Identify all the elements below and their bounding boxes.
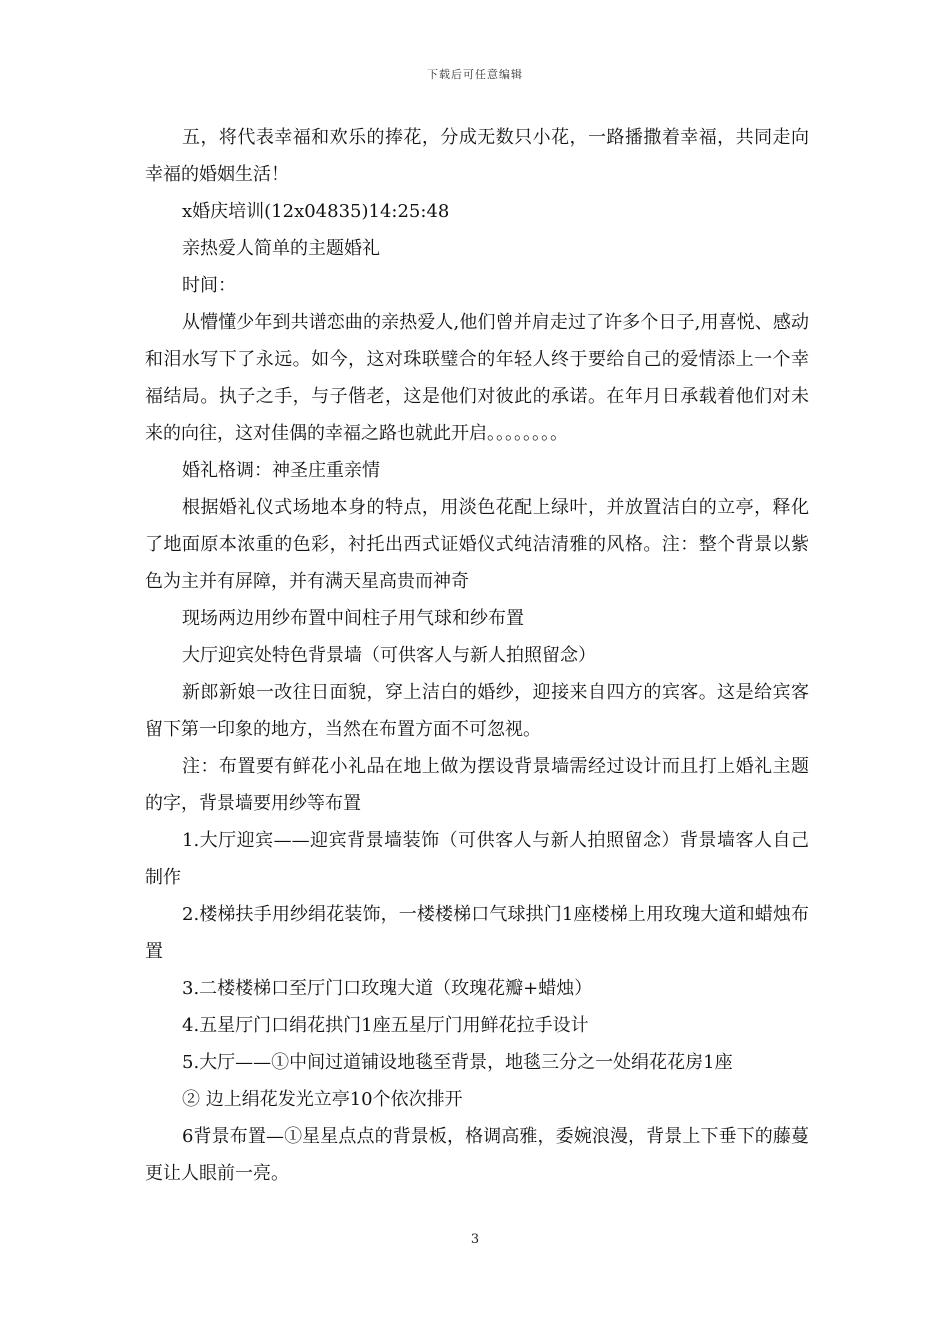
paragraph-story: 从懵懂少年到共谱恋曲的亲热爱人,他们曾并肩走过了许多个日子,用喜悦、感动和泪水写下了永远。如今，这对珠联璧合的年轻人终于要给自己的爱情添上一个幸福结局。执子之手，与子偕老，这是他们对彼此的承诺。在年月日承载着他们对未来的向往，这对佳偶的幸福之路也就此开启。。。。。。。。 [145,312,809,444]
paragraph-theme-title: 亲热爱人简单的主题婚礼 [182,238,380,259]
list-item-6: 6背景布置—①星星点点的背景板，格调高雅，委婉浪漫，背景上下垂下的藤蔓更让人眼前一亮。 [145,1126,809,1184]
list-item-5-sub: ② 边上绢花发光立亭10个依次排开 [182,1089,463,1110]
page-number: 3 [470,1232,480,1247]
paragraph-first-impression: 新郎新娘一改往日面貌，穿上洁白的婚纱，迎接来自四方的宾客。这是给宾客留下第一印象的地方，当然在布置方面不可忽视。 [145,682,809,740]
list-item-5: 5.大厅——①中间过道铺设地毯至背景，地毯三分之一处绢花花房1座 [182,1052,733,1073]
paragraph-closing-bouquet: 五，将代表幸福和欢乐的捧花，分成无数只小花，一路播撒着幸福，共同走向幸福的婚姻生活！ [145,127,809,185]
paragraph-venue-design: 根据婚礼仪式场地本身的特点，用淡色花配上绿叶，并放置洁白的立亭，释化了地面原本浓重的色彩，衬托出西式证婚仪式纯洁清雅的风格。注：整个背景以紫色为主并有屏障，并有满天星高贵而神奇 [145,497,809,592]
paragraph-note: 注：布置要有鲜花小礼品在地上做为摆设背景墙需经过设计而且打上婚礼主题的字，背景墙要用纱等布置 [145,756,809,814]
paragraph-gauze-layout: 现场两边用纱布置中间柱子用气球和纱布置 [182,608,524,629]
paragraph-backdrop-wall: 大厅迎宾处特色背景墙（可供客人与新人拍照留念） [182,645,596,666]
page-header-note: 下载后可任意编辑 [427,68,523,81]
list-item-4: 4.五星厅门口绢花拱门1座五星厅门用鲜花拉手设计 [182,1015,589,1036]
list-item-3: 3.二楼楼梯口至厅门口玫瑰大道（玫瑰花瓣+蜡烛） [182,978,593,999]
list-item-2: 2.楼梯扶手用纱绢花装饰，一楼楼梯口气球拱门1座楼梯上用玫瑰大道和蜡烛布置 [145,904,809,962]
document-body [145,119,809,1192]
paragraph-time-label: 时间： [182,275,236,296]
paragraph-style: 婚礼格调：神圣庄重亲情 [182,460,380,481]
paragraph-chat-stamp: x婚庆培训(12x04835)14:25:48 [182,201,450,222]
list-item-1: 1.大厅迎宾——迎宾背景墙装饰（可供客人与新人拍照留念）背景墙客人自己制作 [145,830,809,888]
